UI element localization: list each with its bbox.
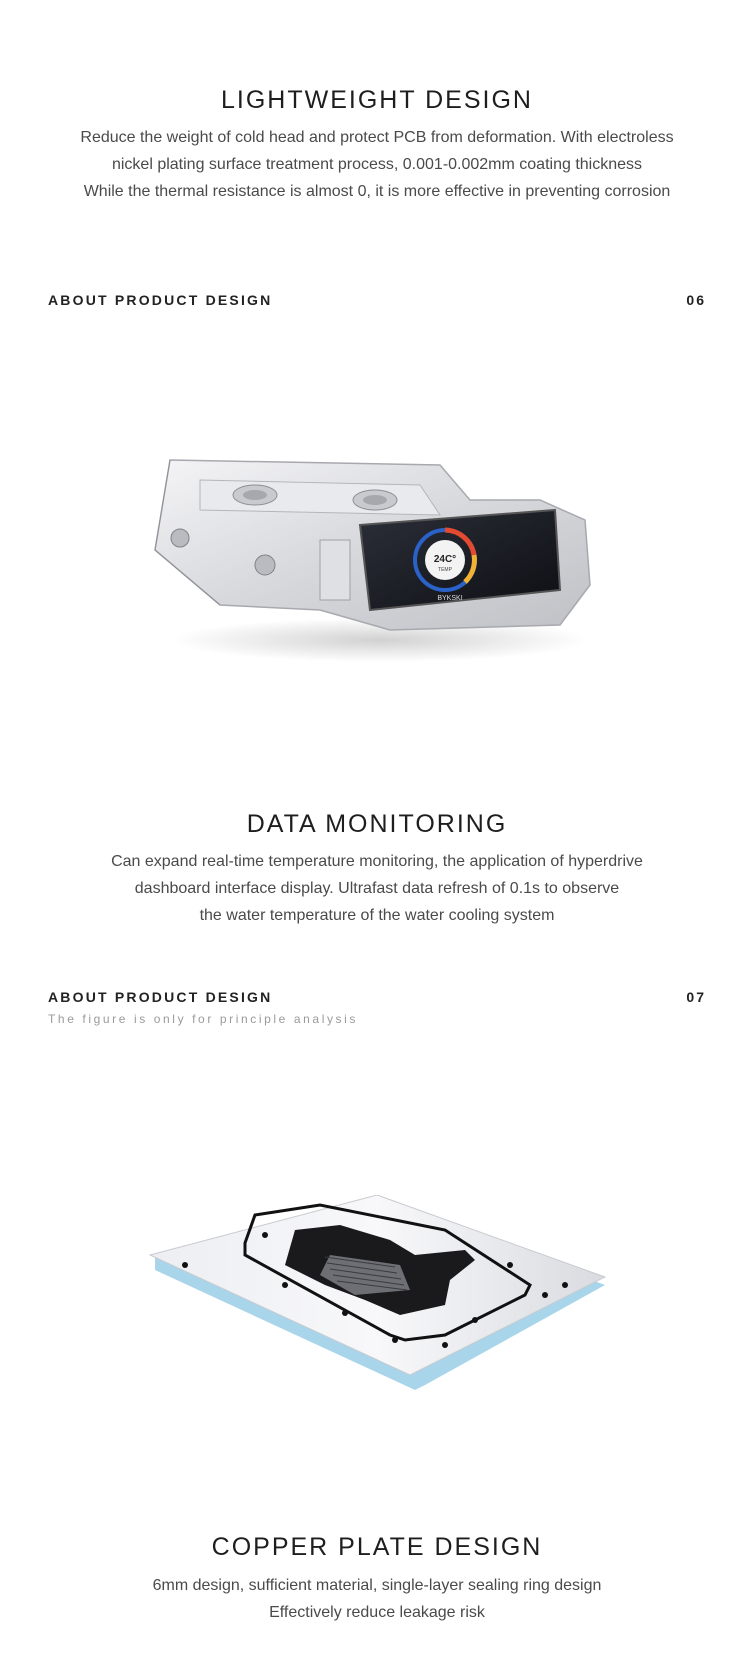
section-07-number: 07 — [686, 989, 706, 1005]
section-07-label: ABOUT PRODUCT DESIGN — [48, 989, 273, 1005]
monitoring-description — [0, 848, 754, 929]
lightweight-title: LIGHTWEIGHT DESIGN — [221, 86, 533, 114]
lightweight-line-3: While the thermal resistance is almost 0, it is more effective in preventing corrosion — [83, 183, 671, 200]
screen-brand: BYKSKI — [437, 595, 463, 602]
lightweight-line-1: Reduce the weight of cold head and protect PCB from deformation. With electroless — [80, 129, 674, 146]
copper-line-1: 6mm design, sufficient material, single-layer sealing ring design — [152, 1577, 602, 1594]
monitoring-line-3: the water temperature of the water cooling system — [199, 907, 555, 924]
copper-description — [0, 1572, 754, 1626]
monitoring-line-2: dashboard interface display. Ultrafast data refresh of 0.1s to observe — [134, 880, 620, 897]
lightweight-description — [0, 124, 754, 205]
copper-line-2: Effectively reduce leakage risk — [269, 1604, 485, 1621]
section-06-number: 06 — [686, 292, 706, 308]
monitoring-title: DATA MONITORING — [246, 810, 508, 838]
section-06-label: ABOUT PRODUCT DESIGN — [48, 292, 273, 308]
screen-temp-label: TEMP — [438, 567, 452, 573]
section-07-caption: The figure is only for principle analysis — [48, 1012, 359, 1026]
screen-temp: 24C° — [433, 554, 457, 565]
copper-plate-image — [145, 1195, 615, 1405]
acrylic-block-image — [140, 440, 600, 670]
copper-title: COPPER PLATE DESIGN — [211, 1533, 543, 1561]
lightweight-line-2: nickel plating surface treatment process, 0.001-0.002mm coating thickness — [111, 156, 643, 173]
monitoring-line-1: Can expand real-time temperature monitoring, the application of hyperdrive — [111, 853, 643, 870]
